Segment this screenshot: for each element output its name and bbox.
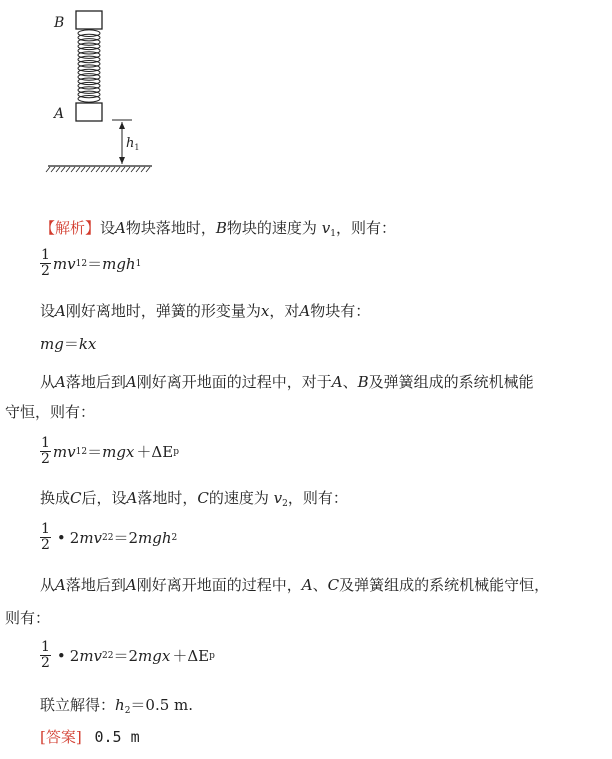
label-b: B bbox=[54, 15, 65, 31]
text: • bbox=[56, 528, 66, 547]
text: mv bbox=[52, 254, 76, 273]
text: 、 bbox=[312, 576, 328, 594]
text: 换成 bbox=[40, 489, 71, 507]
text: 2 bbox=[107, 650, 114, 661]
text: mgh bbox=[102, 254, 136, 273]
equation-4 bbox=[40, 522, 177, 553]
text: 2 bbox=[81, 258, 88, 269]
text: ，则有： bbox=[287, 489, 348, 507]
text: A bbox=[125, 576, 137, 594]
text: 2 bbox=[282, 499, 288, 509]
equation-3 bbox=[40, 436, 179, 467]
text: 2 bbox=[69, 646, 80, 665]
text: A bbox=[301, 576, 313, 594]
text: ＝ bbox=[87, 255, 103, 273]
block-a bbox=[76, 103, 102, 121]
text: mv bbox=[52, 442, 76, 461]
solution-line-2 bbox=[40, 300, 370, 322]
text: 及弹簧组成的系统机械能守恒， bbox=[339, 576, 550, 594]
text: A bbox=[331, 373, 343, 391]
label-h1: $h_1$ bbox=[126, 136, 140, 152]
solution-line-8 bbox=[40, 694, 193, 722]
text: h bbox=[115, 696, 125, 714]
text: 落地时， bbox=[137, 489, 198, 507]
text: 1 bbox=[75, 446, 82, 457]
text: ＝0.5 m. bbox=[130, 696, 194, 714]
equation-5 bbox=[40, 640, 215, 671]
fraction-half: $\frac{1}{2}$ bbox=[41, 521, 50, 553]
text: mv bbox=[79, 646, 103, 665]
text: 刚好离开地面的过程中， bbox=[136, 576, 302, 594]
fraction-half: $\frac{1}{2}$ bbox=[41, 639, 50, 671]
text: A bbox=[125, 373, 137, 391]
text: C bbox=[327, 576, 340, 594]
solution-line-7 bbox=[5, 607, 50, 629]
text: 1 bbox=[75, 258, 82, 269]
spring-block-figure bbox=[40, 6, 160, 176]
text: 的速度为 bbox=[208, 489, 269, 507]
text: 物块落地时， bbox=[125, 219, 216, 237]
text: 后，设 bbox=[81, 489, 127, 507]
text: 2 bbox=[69, 528, 80, 547]
text: 2 bbox=[102, 532, 108, 543]
text: 守恒，则有： bbox=[5, 403, 96, 421]
text: mv bbox=[79, 528, 103, 547]
text: A bbox=[115, 219, 126, 237]
text: 设 bbox=[40, 302, 56, 320]
text: ＋ΔE bbox=[136, 443, 174, 461]
text: ＋ΔE bbox=[172, 647, 210, 665]
fraction-half: $\frac{1}{2}$ bbox=[41, 435, 50, 467]
text: 物块的速度为 bbox=[226, 219, 317, 237]
answer-line bbox=[40, 726, 140, 748]
label-a: A bbox=[54, 106, 65, 122]
solution-line-1 bbox=[40, 217, 396, 245]
solution-line-5 bbox=[40, 487, 348, 515]
fraction-half: $\frac{1}{2}$ bbox=[41, 247, 50, 279]
equation-1 bbox=[40, 248, 141, 279]
text: • bbox=[56, 646, 66, 665]
text: A bbox=[299, 302, 311, 320]
text: mgx bbox=[138, 646, 171, 665]
text: 2 bbox=[107, 532, 114, 543]
text: 2 bbox=[171, 532, 178, 543]
text: 则有： bbox=[5, 609, 51, 627]
text: 2 bbox=[102, 650, 108, 661]
text: ，则有： bbox=[335, 219, 396, 237]
text: x bbox=[260, 302, 270, 320]
text: A bbox=[55, 576, 66, 594]
text: 1 bbox=[135, 258, 142, 269]
text: mgh bbox=[138, 528, 172, 547]
text: 设 bbox=[100, 219, 116, 237]
text: A bbox=[126, 489, 138, 507]
text: C bbox=[70, 489, 82, 507]
analysis-tag: 【解析】 bbox=[40, 219, 101, 237]
text: 从 bbox=[40, 373, 56, 391]
text: p bbox=[209, 650, 215, 661]
text: p bbox=[173, 446, 179, 457]
text: 刚好离地时，弹簧的形变量为 bbox=[65, 302, 261, 320]
answer-tag: [答案] bbox=[40, 728, 82, 746]
text: 物块有： bbox=[310, 302, 371, 320]
text: mg bbox=[40, 335, 64, 353]
text: B bbox=[357, 373, 369, 391]
block-b bbox=[76, 11, 102, 29]
text: v bbox=[321, 219, 331, 237]
text: A bbox=[55, 373, 66, 391]
text: ＝2 bbox=[113, 529, 139, 547]
text: ＝2 bbox=[113, 647, 139, 665]
text: 1 bbox=[330, 229, 336, 239]
text: kx bbox=[78, 335, 97, 353]
text: 2 bbox=[124, 706, 131, 716]
text: 联立解得： bbox=[40, 696, 116, 714]
text: B bbox=[215, 219, 227, 237]
text: C bbox=[197, 489, 209, 507]
text: ，对 bbox=[269, 302, 300, 320]
solution-line-3 bbox=[40, 371, 534, 393]
text: 落地后到 bbox=[65, 576, 126, 594]
spring-coils bbox=[78, 30, 100, 102]
equation-2 bbox=[40, 333, 96, 355]
text: mgx bbox=[102, 442, 135, 461]
text: ＝ bbox=[63, 335, 79, 353]
solution-line-4 bbox=[5, 401, 95, 423]
solution-line-6 bbox=[40, 574, 549, 596]
text: 从 bbox=[40, 576, 56, 594]
answer-value: 0.5 m bbox=[94, 728, 140, 746]
text: 2 bbox=[81, 446, 88, 457]
text: 落地后到 bbox=[65, 373, 126, 391]
text: 、 bbox=[342, 373, 358, 391]
text: 刚好离开地面的过程中，对于 bbox=[136, 373, 332, 391]
text: A bbox=[55, 302, 66, 320]
text: 及弹簧组成的系统机械能 bbox=[368, 373, 534, 391]
text: ＝ bbox=[87, 443, 103, 461]
text: v bbox=[273, 489, 283, 507]
